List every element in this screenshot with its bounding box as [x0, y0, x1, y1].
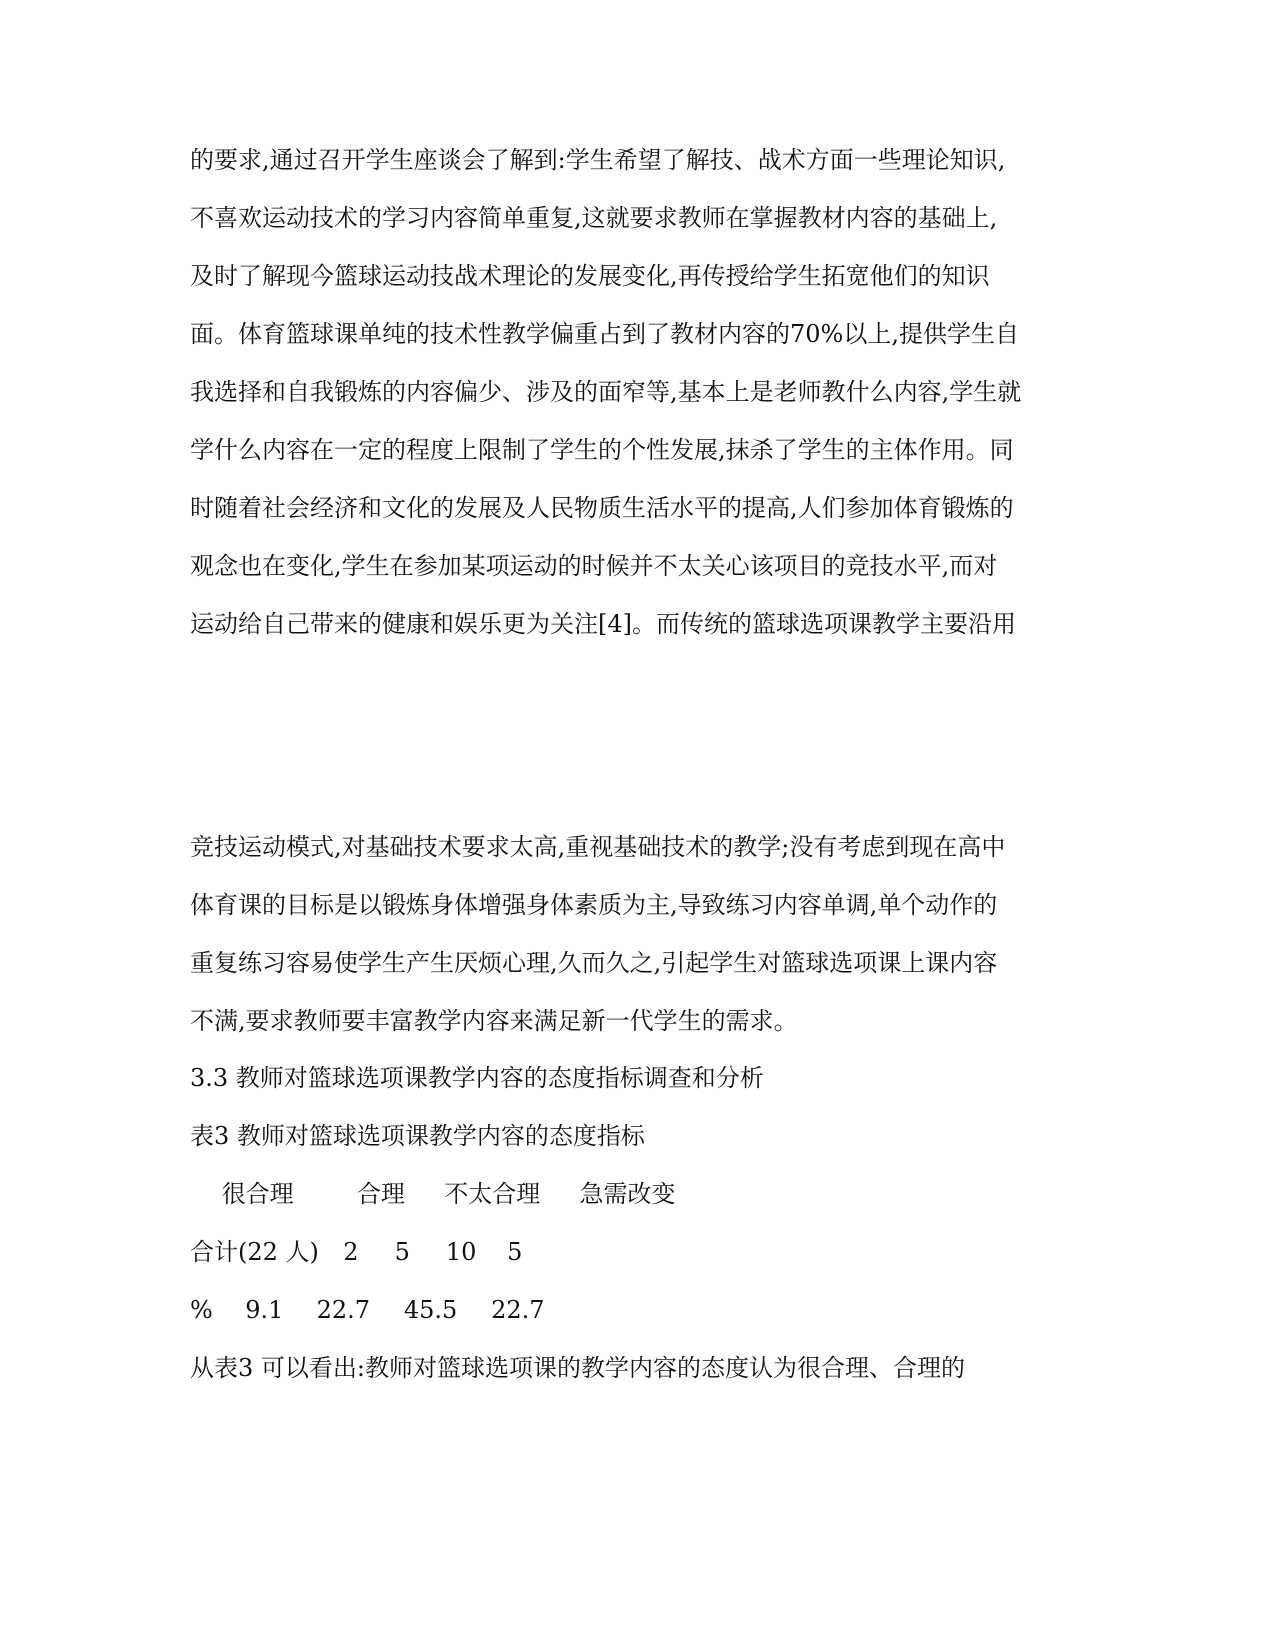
- table-header-cell: 急需改变: [579, 1180, 676, 1208]
- table-header-row: [190, 1179, 675, 1209]
- text-line: 的要求,通过召开学生座谈会了解到:学生希望了解技、战术方面一些理论知识,: [190, 146, 1006, 174]
- text-line: 观念也在变化,学生在参加某项运动的时候并不太关心该项目的竞技水平,而对: [190, 552, 998, 580]
- text-line: 及时了解现今篮球运动技战术理论的发展变化,再传授给学生拓宽他们的知识: [190, 262, 990, 290]
- table-row-label: %: [190, 1296, 213, 1324]
- text-line: 竞技运动模式,对基础技术要求太高,重视基础技术的教学;没有考虑到现在高中: [190, 833, 1006, 861]
- text-line: 不满,要求教师要丰富教学内容来满足新一代学生的需求。: [190, 1007, 798, 1035]
- table-caption: 表3 教师对篮球选项课教学内容的态度指标: [190, 1122, 645, 1150]
- table-cell: 22.7: [316, 1296, 370, 1324]
- table-cell: 9.1: [245, 1296, 284, 1324]
- table-cell: 45.5: [403, 1296, 458, 1324]
- table-cell: 2: [343, 1238, 359, 1266]
- table-cell: 10: [445, 1238, 477, 1266]
- table-cell: 5: [507, 1238, 523, 1266]
- table-cell: 22.7: [491, 1296, 545, 1324]
- text-line: 学什么内容在一定的程度上限制了学生的个性发展,抹杀了学生的主体作用。同: [190, 436, 1014, 464]
- text-line: 时随着社会经济和文化的发展及人民物质生活水平的提高,人们参加体育锻炼的: [190, 494, 1014, 522]
- text-line: 体育课的目标是以锻炼身体增强身体素质为主,导致练习内容单调,单个动作的: [190, 891, 998, 919]
- text-line: 不喜欢运动技术的学习内容简单重复,这就要求教师在掌握教材内容的基础上,: [190, 204, 998, 232]
- table-row: [190, 1295, 547, 1325]
- text-line: 重复练习容易使学生产生厌烦心理,久而久之,引起学生对篮球选项课上课内容: [190, 949, 998, 977]
- table-header-cell: 不太合理: [444, 1180, 541, 1208]
- table-header-cell: 合理: [356, 1180, 405, 1208]
- table-cell: 5: [394, 1238, 410, 1266]
- text-line: 从表3 可以看出:教师对篮球选项课的教学内容的态度认为很合理、合理的: [190, 1354, 965, 1382]
- text-line: 面。体育篮球课单纯的技术性教学偏重占到了教材内容的70%以上,提供学生自: [190, 320, 1019, 348]
- table-row: [190, 1237, 527, 1267]
- table-row-label: 合计(22 人): [190, 1238, 319, 1266]
- text-line: 我选择和自我锻炼的内容偏少、涉及的面窄等,基本上是老师教什么内容,学生就: [190, 378, 1022, 406]
- table-header-cell: 很合理: [221, 1180, 294, 1208]
- section-heading: 3.3 教师对篮球选项课教学内容的态度指标调查和分析: [190, 1064, 764, 1092]
- text-line: 运动给自己带来的健康和娱乐更为关注[4]。而传统的篮球选项课教学主要沿用: [190, 610, 1016, 638]
